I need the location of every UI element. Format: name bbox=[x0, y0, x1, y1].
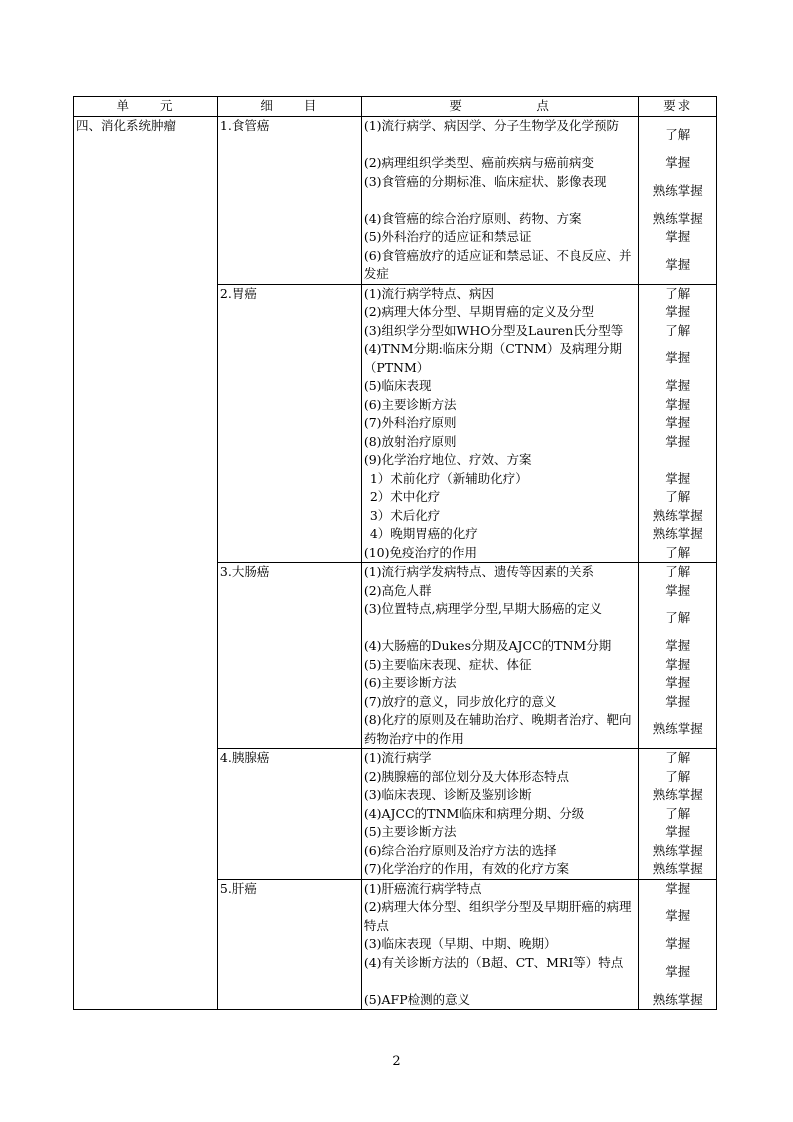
requirement-text: 掌握 bbox=[665, 304, 691, 319]
point-text: (3)临床表现、诊断及鉴别诊断 bbox=[363, 787, 532, 802]
requirement-text: 掌握 bbox=[665, 693, 691, 709]
point-text: (5)主要临床表现、症状、体征 bbox=[363, 656, 532, 672]
requirement-text: 掌握 bbox=[665, 936, 691, 951]
requirement-text: 了解 bbox=[665, 127, 691, 143]
requirement-text: 了解 bbox=[665, 768, 691, 784]
subject-cell: 2.胃癌 bbox=[217, 284, 361, 563]
requirement-text: 掌握 bbox=[665, 880, 691, 896]
requirement-text: 熟练掌握 bbox=[652, 787, 703, 802]
point-text: (7)化学治疗的作用，有效的化疗方案 bbox=[363, 861, 570, 876]
requirement-text: 了解 bbox=[665, 564, 691, 579]
requirement-text: 掌握 bbox=[665, 256, 691, 272]
requirement-text: 熟练掌握 bbox=[652, 182, 703, 198]
requirement-text bbox=[641, 451, 714, 470]
subject-cell: 4.胰腺癌 bbox=[217, 749, 361, 880]
point-text: (1)肝癌流行病学特点 bbox=[363, 880, 482, 896]
point-text: (2)病理组织学类型、癌前疾病与癌前病变 bbox=[363, 155, 595, 170]
point-text: (2)高危人群 bbox=[363, 582, 432, 598]
requirements-cell bbox=[639, 117, 717, 285]
requirement-text: 了解 bbox=[665, 285, 691, 301]
table-row bbox=[74, 117, 717, 285]
points-cell bbox=[361, 284, 639, 563]
requirement-text: 掌握 bbox=[665, 433, 691, 449]
point-text: 3）术后化疗 bbox=[369, 507, 441, 523]
point-text: (8)放射治疗原则 bbox=[363, 433, 457, 449]
point-text: (4)食管癌的综合治疗原则、药物、方案 bbox=[363, 210, 582, 226]
point-text: (1)流行病学 bbox=[363, 750, 432, 765]
point-text: (3)临床表现（早期、中期、晚期） bbox=[363, 936, 557, 951]
point-text: (5)临床表现 bbox=[363, 378, 432, 393]
header-row bbox=[74, 97, 717, 117]
point-text: (4)大肠癌的Dukes分期及AJCC的TNM分期 bbox=[363, 638, 612, 653]
requirements-cell bbox=[639, 563, 717, 749]
point-text: 4）晚期胃癌的化疗 bbox=[369, 526, 478, 541]
requirement-text: 掌握 bbox=[665, 350, 691, 366]
syllabus-table bbox=[73, 96, 717, 1010]
requirements-cell bbox=[639, 749, 717, 880]
requirement-text: 熟练掌握 bbox=[652, 861, 703, 876]
point-text: (9)化学治疗地位、疗效、方案 bbox=[363, 452, 532, 467]
point-text: (7)外科治疗原则 bbox=[363, 415, 457, 430]
point-text: (6)主要诊断方法 bbox=[363, 675, 457, 690]
point-text: (4)TNM分期:临床分期（CTNM）及病理分期（PTNM） bbox=[363, 341, 622, 375]
requirement-text: 掌握 bbox=[665, 415, 691, 430]
unit-cell: 四、消化系统肿瘤 bbox=[74, 117, 218, 1010]
point-text: (4)AJCC的TNM临床和病理分期、分级 bbox=[363, 805, 585, 821]
header-unit: 单 元 bbox=[74, 97, 218, 117]
point-text: (5)主要诊断方法 bbox=[363, 824, 457, 839]
page-number: 2 bbox=[392, 1054, 401, 1069]
requirement-text: 掌握 bbox=[665, 378, 691, 393]
point-text: (1)流行病学特点、病因 bbox=[363, 285, 495, 301]
point-text: (8)化疗的原则及在辅助治疗、晚期者治疗、靶向药物治疗中的作用 bbox=[363, 712, 632, 746]
requirement-text: 熟练掌握 bbox=[652, 721, 703, 737]
point-text: 1）术前化疗（新辅助化疗） bbox=[369, 470, 528, 486]
point-text: (5)AFP检测的意义 bbox=[363, 991, 471, 1007]
point-text: (7)放疗的意义，同步放化疗的意义 bbox=[363, 693, 557, 709]
point-text: (3)食管癌的分期标准、临床症状、影像表现 bbox=[363, 173, 607, 189]
requirement-text: 了解 bbox=[665, 489, 691, 504]
requirement-text: 掌握 bbox=[665, 470, 691, 486]
header-points: 要 点 bbox=[361, 97, 639, 117]
requirement-text: 了解 bbox=[665, 544, 691, 560]
point-text: 2）术中化疗 bbox=[369, 489, 441, 504]
requirement-text: 掌握 bbox=[665, 638, 691, 653]
requirement-text: 了解 bbox=[665, 805, 691, 821]
point-text: (4)有关诊断方法的（B超、CT、MRI等）特点 bbox=[363, 954, 624, 970]
requirement-text: 掌握 bbox=[665, 824, 691, 839]
requirements-cell bbox=[639, 879, 717, 1010]
points-cell bbox=[361, 879, 639, 1010]
point-text: (3)组织学分型如WHO分型及Lauren氏分型等 bbox=[363, 322, 624, 338]
point-text: (3)位置特点,病理学分型,早期大肠癌的定义 bbox=[363, 601, 602, 616]
point-text: (2)胰腺癌的部位划分及大体形态特点 bbox=[363, 768, 570, 784]
points-cell bbox=[361, 563, 639, 749]
requirement-text: 掌握 bbox=[665, 675, 691, 690]
point-text: (6)综合治疗原则及治疗方法的选择 bbox=[363, 842, 557, 858]
requirement-text: 掌握 bbox=[665, 963, 691, 979]
requirement-text: 掌握 bbox=[665, 656, 691, 672]
requirement-text: 掌握 bbox=[665, 396, 691, 412]
points-cell bbox=[361, 749, 639, 880]
point-text: (1)流行病学发病特点、遗传等因素的关系 bbox=[363, 564, 595, 579]
requirement-text: 掌握 bbox=[665, 229, 691, 244]
requirement-text: 了解 bbox=[665, 610, 691, 626]
table-body bbox=[74, 117, 717, 1010]
requirement-text: 掌握 bbox=[665, 155, 691, 170]
requirement-text: 熟练掌握 bbox=[652, 991, 703, 1007]
point-text: (6)主要诊断方法 bbox=[363, 396, 457, 412]
requirement-text: 了解 bbox=[665, 750, 691, 765]
subject-cell: 1.食管癌 bbox=[217, 117, 361, 285]
point-text: (10)免疫治疗的作用 bbox=[363, 544, 477, 560]
requirement-text: 熟练掌握 bbox=[652, 507, 703, 523]
subject-cell: 3.大肠癌 bbox=[217, 563, 361, 749]
points-cell bbox=[361, 117, 639, 285]
requirements-cell bbox=[639, 284, 717, 563]
requirement-text: 熟练掌握 bbox=[652, 842, 703, 858]
point-text: (2)病理大体分型、组织学分型及早期肝癌的病理特点 bbox=[363, 899, 632, 933]
requirement-text: 熟练掌握 bbox=[652, 526, 703, 541]
point-text: (5)外科治疗的适应证和禁忌证 bbox=[363, 229, 532, 244]
requirement-text: 熟练掌握 bbox=[652, 210, 703, 226]
subject-cell: 5.肝癌 bbox=[217, 879, 361, 1010]
header-requirement: 要求 bbox=[639, 97, 717, 117]
point-text: (1)流行病学、病因学、分子生物学及化学预防 bbox=[363, 118, 620, 133]
point-text: (2)病理大体分型、早期胃癌的定义及分型 bbox=[363, 304, 595, 319]
point-text: (6)食管癌放疗的适应证和禁忌证、不良反应、并发症 bbox=[363, 247, 632, 281]
requirement-text: 掌握 bbox=[665, 582, 691, 598]
header-subject: 细 目 bbox=[217, 97, 361, 117]
requirement-text: 了解 bbox=[665, 322, 691, 338]
requirement-text: 掌握 bbox=[665, 908, 691, 924]
